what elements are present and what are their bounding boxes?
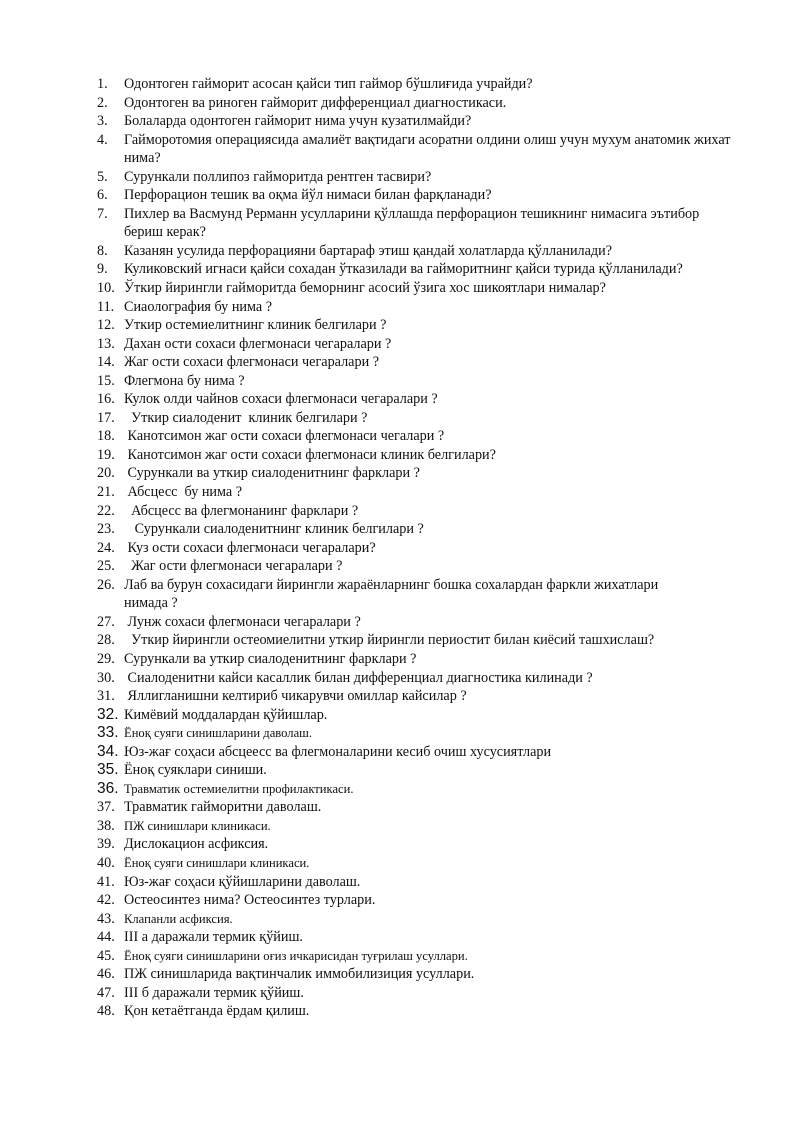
item-text: Травматик гайморитни даволаш.: [124, 799, 322, 816]
item-text: Ёноқ суяги синишлари клиникаси.: [124, 855, 310, 870]
list-item: [97, 390, 737, 409]
item-number: 20.: [97, 465, 115, 482]
item-text: Ёноқ суяги синишларини даволаш.: [124, 726, 313, 741]
item-text: ПЖ синишларида вақтинчалик иммобилизиция усуллари.: [124, 966, 475, 983]
item-text: Жаг ости сохаси флегмонаси чегаралари ?: [124, 354, 380, 371]
list-item: [97, 965, 737, 984]
item-number: 23.: [97, 521, 115, 538]
item-number: 25.: [97, 558, 115, 575]
list-item: [97, 94, 737, 113]
item-number: 28.: [97, 632, 115, 649]
item-text: Канотсимон жаг ости сохаси флегмонаси клиник белгилари?: [124, 446, 496, 463]
item-text: Уткир йирингли остеомиелитни уткир йирингли периостит билан киёсий ташхислаш?: [124, 632, 655, 649]
list-item: [97, 835, 737, 854]
item-number: 37.: [97, 799, 115, 816]
list-item: [97, 928, 737, 947]
item-text: Лаб ва бурун сохасидаги йирингли жараёнларнинг бошка сохалардан фаркли жихатлари нимада ?: [124, 576, 659, 612]
item-text: ПЖ синишлари клиникаси.: [124, 818, 271, 833]
item-number: 4.: [97, 131, 108, 148]
item-text: Ёноқ суяги синишларини оғиз ичкарисидан туғрилаш усуллари.: [124, 948, 468, 963]
list-item: [97, 576, 737, 613]
item-text: Лунж сохаси флегмонаси чегаралари ?: [124, 613, 361, 630]
item-text: Гайморотомия операциясида амалиёт вақтидаги асоратни олдини олиш учун мухум анатомик жихат нима?: [124, 131, 731, 167]
item-text: Одонтоген ва риноген гайморит дифференциал диагностикаси.: [124, 94, 507, 111]
item-number: 41.: [97, 873, 115, 890]
item-number: 36.: [97, 779, 119, 797]
list-item: [97, 724, 737, 743]
list-item: [97, 817, 737, 836]
list-item: [97, 335, 737, 354]
item-text: Казанян усулида перфорацияни бартараф этиш қандай холатларда қўлланилади?: [124, 242, 613, 259]
item-number: 47.: [97, 984, 115, 1001]
list-item: [97, 353, 737, 372]
item-text: Сиалоденитни кайси касаллик билан дифференциал диагностика килинади ?: [124, 669, 593, 686]
list-item: [97, 780, 737, 799]
list-item: [97, 131, 737, 168]
item-number: 27.: [97, 613, 115, 630]
item-text: Канотсимон жаг ости сохаси флегмонаси чегалари ?: [124, 428, 445, 445]
item-text: Қон кетаётганда ёрдам қилиш.: [124, 1003, 310, 1020]
item-text: Пихлер ва Васмунд Рерманн усулларини қўллашда перфорацион тешикнинг нимасига эътибор бериш керак?: [124, 205, 700, 241]
item-text: Перфорацион тешик ва оқма йўл нимаси билан фарқланади?: [124, 187, 492, 204]
item-text: III б даражали термик қўйиш.: [124, 984, 304, 1001]
list-item: [97, 112, 737, 131]
item-text: Сурункали ва уткир сиалоденитнинг фарклари ?: [124, 650, 417, 667]
item-number: 43.: [97, 910, 115, 927]
item-number: 3.: [97, 113, 108, 130]
item-number: 1.: [97, 76, 108, 92]
item-text: Сурункали поллипоз гайморитда рентген тасвири?: [124, 168, 432, 185]
list-item: [97, 372, 737, 391]
item-number: 39.: [97, 836, 115, 853]
item-number: 34.: [97, 742, 119, 760]
item-text: Флегмона бу нима ?: [124, 372, 245, 389]
item-number: 42.: [97, 892, 115, 909]
item-number: 21.: [97, 484, 115, 501]
list-item: [97, 409, 737, 428]
list-item: [97, 75, 737, 94]
item-number: 11.: [97, 298, 115, 315]
list-item: [97, 687, 737, 706]
item-text: Куз ости сохаси флегмонаси чегаралари?: [124, 539, 376, 556]
list-item: [97, 669, 737, 688]
list-item: [97, 854, 737, 873]
item-text: III а даражали термик қўйиш.: [124, 929, 303, 946]
item-text: Ёноқ суяклари синиши.: [124, 762, 267, 779]
item-number: 45.: [97, 947, 115, 964]
item-text: Сиаолография бу нима ?: [124, 298, 273, 315]
item-number: 38.: [97, 817, 115, 834]
item-number: 19.: [97, 446, 115, 463]
item-text: Травматик остемиелитни профилактикаси.: [124, 781, 354, 796]
list-item: [97, 891, 737, 910]
item-number: 30.: [97, 669, 115, 686]
item-text: Жаг ости флегмонаси чегаралари ?: [124, 558, 343, 575]
list-item: [97, 910, 737, 929]
list-item: [97, 316, 737, 335]
list-item: [97, 539, 737, 558]
item-number: 9.: [97, 261, 108, 278]
item-number: 24.: [97, 539, 115, 556]
item-text: Юз-жағ соҳаси қўйишларини даволаш.: [124, 873, 361, 890]
list-item: [97, 984, 737, 1003]
list-item: [97, 873, 737, 892]
list-item: [97, 446, 737, 465]
item-number: 26.: [97, 576, 115, 593]
item-number: 31.: [97, 688, 115, 705]
list-item: [97, 1002, 737, 1021]
list-item: [97, 242, 737, 261]
item-number: 29.: [97, 650, 115, 667]
list-item: [97, 260, 737, 279]
item-number: 14.: [97, 354, 115, 371]
item-number: 32.: [97, 705, 119, 723]
list-item: [97, 427, 737, 446]
item-number: 16.: [97, 391, 115, 408]
item-number: 7.: [97, 205, 108, 222]
item-number: 6.: [97, 187, 108, 204]
list-item: [97, 650, 737, 669]
item-number: 22.: [97, 502, 115, 519]
item-text: Юз-жағ соҳаси абсцеесс ва флегмоналарини кесиб очиш хусусиятлари: [124, 743, 552, 760]
item-number: 48.: [97, 1003, 115, 1020]
question-list: [97, 75, 737, 1021]
item-text: Болаларда одонтоген гайморит нима учун кузатилмайди?: [124, 113, 472, 130]
list-item: [97, 168, 737, 187]
list-item: [97, 502, 737, 521]
item-number: 18.: [97, 428, 115, 445]
item-text: Дахан ости сохаси флегмонаси чегаралари ?: [124, 335, 392, 352]
item-number: 35.: [97, 761, 119, 779]
item-number: 5.: [97, 168, 108, 185]
item-text: Сурункали сиалоденитнинг клиник белгилари ?: [124, 521, 424, 538]
list-item: [97, 743, 737, 762]
list-item: [97, 557, 737, 576]
list-item: [97, 613, 737, 632]
item-number: 46.: [97, 966, 115, 983]
item-text: Сурункали ва уткир сиалоденитнинг фарклари ?: [124, 465, 420, 482]
list-item: [97, 947, 737, 966]
item-number: 10.: [97, 280, 115, 297]
item-text: Уткир остемиелитнинг клиник белгилари ?: [124, 317, 387, 334]
item-text: Кулок олди чайнов сохаси флегмонаси чегаралари ?: [124, 391, 438, 408]
item-text: Кимёвий моддалардан қўйишлар.: [124, 706, 328, 723]
item-text: Уткир сиалоденит клиник белгилари ?: [124, 409, 368, 426]
list-item: [97, 298, 737, 317]
item-number: 44.: [97, 929, 115, 946]
list-item: [97, 186, 737, 205]
item-text: Абсцесс ва флегмонанинг фарклари ?: [124, 502, 359, 519]
item-text: Куликовский игнаси қайси сохадан ўтказилади ва гайморитнинг қайси турида қўлланилади?: [124, 261, 683, 278]
item-text: Яллигланишни келтириб чикарувчи омиллар кайсилар ?: [124, 688, 467, 705]
list-item: [97, 520, 737, 539]
item-number: 17.: [97, 409, 115, 426]
item-text: Одонтоген гайморит асосан қайси тип гаймор бўшлиғида учрайди?: [124, 76, 533, 92]
item-number: 2.: [97, 94, 108, 111]
list-item: [97, 761, 737, 780]
item-text: Клапанли асфиксия.: [124, 911, 233, 926]
item-text: Абсцесс бу нима ?: [124, 484, 243, 501]
list-item: [97, 798, 737, 817]
item-number: 15.: [97, 372, 115, 389]
item-number: 8.: [97, 242, 108, 259]
list-item: [97, 279, 737, 298]
list-item: [97, 706, 737, 725]
item-text: Остеосинтез нима? Остеосинтез турлари.: [124, 892, 376, 909]
list-item: [97, 205, 737, 242]
item-number: 13.: [97, 335, 115, 352]
item-text: Ўткир йирингли гайморитда беморнинг асосий ўзига хос шикоятлари нималар?: [124, 280, 606, 297]
item-number: 40.: [97, 854, 115, 871]
item-number: 33.: [97, 724, 119, 742]
item-number: 12.: [97, 317, 115, 334]
list-item: [97, 483, 737, 502]
list-item: [97, 631, 737, 650]
list-item: [97, 464, 737, 483]
item-text: Дислокацион асфиксия.: [124, 836, 269, 853]
